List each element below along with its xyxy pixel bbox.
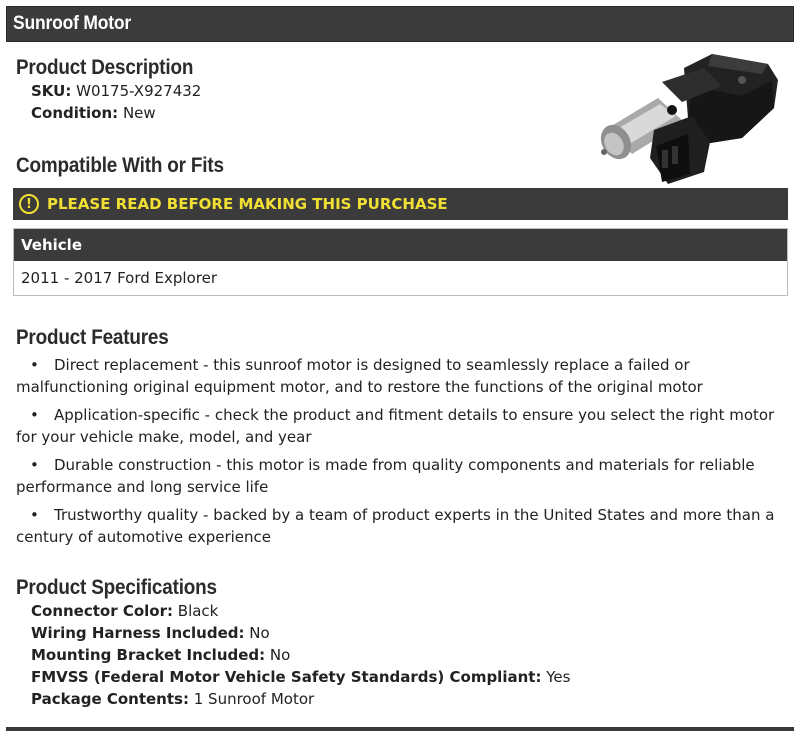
spec-label: Mounting Bracket Included: [31, 646, 266, 664]
features-list [16, 354, 794, 554]
vehicle-table-header: Vehicle [14, 229, 787, 261]
compat-heading: Compatible With or Fits [16, 154, 224, 177]
condition-value: New [122, 104, 156, 122]
spec-label: Package Contents: [31, 690, 189, 708]
spec-connector-color [31, 602, 218, 620]
bullet-icon: • [30, 356, 39, 374]
product-page [6, 6, 794, 708]
feature-item: • Direct replacement - this sunroof motor is designed to seamlessly replace a failed or malfunctioning original equipment motor, and to restore the functions of the original motor [16, 356, 703, 396]
spec-value: 1 Sunroof Motor [193, 690, 315, 708]
vehicle-table [13, 228, 788, 296]
spec-fmvss [31, 668, 570, 686]
title-bar [6, 6, 794, 42]
bullet-icon: • [30, 456, 39, 474]
spec-label: FMVSS (Federal Motor Vehicle Safety Standards) Compliant: [31, 668, 542, 686]
feature-item: • Durable construction - this motor is made from quality components and materials for reliable performance and long service life [16, 456, 755, 496]
vehicle-row: 2011 - 2017 Ford Explorer [14, 261, 787, 295]
warning-text: PLEASE READ BEFORE MAKING THIS PURCHASE [47, 195, 448, 213]
spec-package-contents [31, 690, 314, 708]
bullet-icon: • [30, 506, 39, 524]
condition-line [31, 104, 156, 122]
sku-value: W0175-X927432 [76, 82, 202, 100]
spec-value: No [269, 646, 291, 664]
spec-mounting-bracket [31, 646, 290, 664]
footer-divider [6, 727, 794, 731]
spec-label: Connector Color: [31, 602, 173, 620]
alert-circle-icon: ! [19, 194, 39, 214]
spec-value: Yes [546, 668, 571, 686]
feature-item: • Trustworthy quality - backed by a team of product experts in the United States and more than a century of automotive experience [16, 506, 775, 546]
description-heading: Product Description [16, 56, 194, 79]
spec-value: No [249, 624, 270, 642]
page-title: Sunroof Motor [13, 13, 132, 34]
features-heading: Product Features [16, 326, 169, 349]
spec-value: Black [177, 602, 219, 620]
specs-heading: Product Specifications [16, 576, 217, 599]
sku-label: SKU: [31, 82, 72, 100]
product-image [592, 46, 788, 192]
bullet-icon: • [30, 406, 39, 424]
spec-label: Wiring Harness Included: [31, 624, 245, 642]
purchase-warning-banner [13, 188, 788, 220]
condition-label: Condition: [31, 104, 119, 122]
sku-line [31, 82, 201, 100]
feature-item: • Application-specific - check the product and fitment details to ensure you select the right motor for your vehicle make, model, and year [16, 406, 775, 446]
spec-wiring-harness [31, 624, 270, 642]
